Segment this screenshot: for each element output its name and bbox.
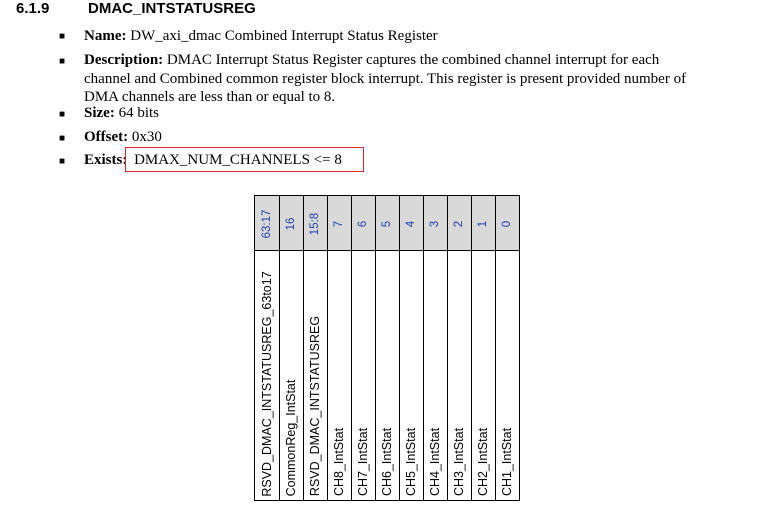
size-item (84, 104, 744, 123)
bit-range-label: 2 (453, 220, 465, 227)
column-divider (399, 196, 400, 500)
description-item (84, 51, 744, 107)
column-divider (303, 196, 304, 500)
bit-range-label: 3 (429, 220, 441, 227)
column-divider (471, 196, 472, 500)
name-item (84, 27, 744, 46)
description-label: Description: (84, 52, 164, 68)
exists-label: Exists: (84, 152, 128, 168)
field-name-label: CH4_IntStat (428, 427, 442, 497)
bullet-icon: ■ (59, 156, 66, 167)
bullet-icon: ■ (59, 31, 66, 42)
column-divider (351, 196, 352, 500)
column-divider (447, 196, 448, 500)
bullet-icon: ■ (59, 56, 66, 67)
description-line-3: DMA channels are less than or equal to 8. (84, 89, 336, 105)
name-label: Name: (84, 28, 127, 44)
exists-highlight-box (125, 147, 364, 172)
bit-range-label: 63:17 (261, 209, 273, 238)
name-value: DW_axi_dmac Combined Interrupt Status Register (130, 28, 438, 44)
bit-range-label: 16 (285, 217, 297, 230)
column-divider (279, 196, 280, 500)
field-name-label: RSVD_DMAC_INTSTATUSREG (308, 315, 322, 497)
section-number: 6.1.9 (16, 0, 50, 17)
section-title: DMAC_INTSTATUSREG (88, 0, 256, 17)
field-name-label: CH5_IntStat (404, 427, 418, 497)
field-name-label: RSVD_DMAC_INTSTATUSREG_63to17 (260, 270, 274, 497)
field-name-label: CommonReg_IntStat (284, 379, 298, 496)
bit-range-label: 7 (333, 220, 345, 227)
field-name-label: CH1_IntStat (500, 427, 514, 497)
description-line-2: channel and Combined common register block interrupt. This register is present provided number of (84, 70, 687, 87)
bit-range-label: 1 (477, 220, 489, 227)
column-divider (327, 196, 328, 500)
bit-range-label: 15:8 (309, 212, 321, 235)
bit-range-label: 4 (405, 220, 417, 227)
field-name-label: CH8_IntStat (332, 427, 346, 497)
column-divider (423, 196, 424, 500)
size-value: 64 bits (118, 105, 160, 121)
column-divider (495, 196, 496, 500)
size-label: Size: (84, 105, 115, 121)
offset-label: Offset: (84, 129, 129, 145)
column-divider (375, 196, 376, 500)
bit-range-label: 5 (381, 220, 393, 227)
offset-value: 0x30 (131, 129, 162, 145)
register-field-table (254, 195, 520, 501)
field-name-label: CH3_IntStat (452, 427, 466, 497)
description-line-1: DMAC Interrupt Status Register captures the combined channel interrupt for each (166, 52, 660, 68)
offset-item (84, 128, 744, 147)
bit-range-label: 6 (357, 220, 369, 227)
field-name-label: CH2_IntStat (476, 427, 490, 497)
field-name-label: CH6_IntStat (380, 427, 394, 497)
field-name-label: CH7_IntStat (356, 427, 370, 497)
bullet-icon: ■ (59, 133, 66, 144)
exists-value: DMAX_NUM_CHANNELS <= 8 (134, 152, 342, 168)
bit-range-label: 0 (501, 220, 513, 227)
bullet-icon: ■ (59, 109, 66, 120)
